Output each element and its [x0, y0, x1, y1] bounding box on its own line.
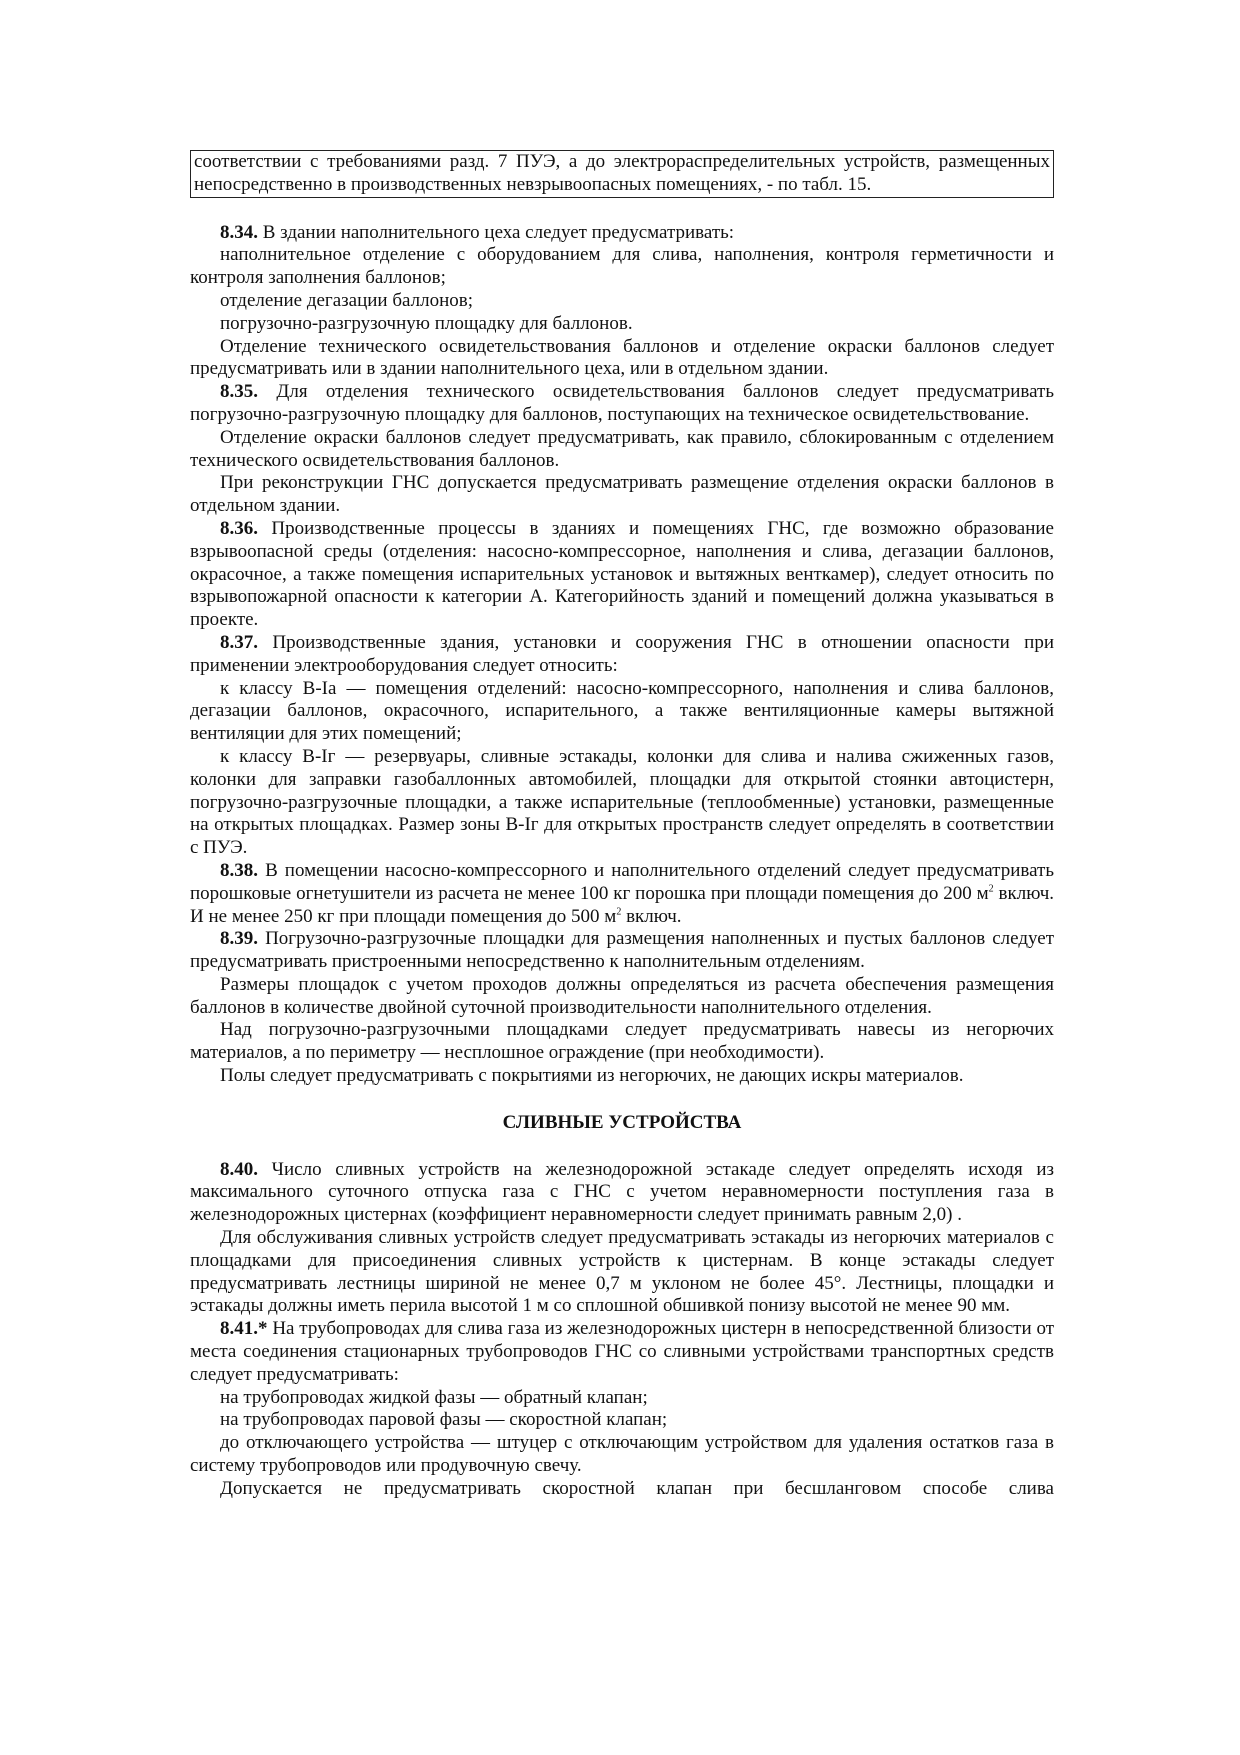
paragraph-8-40: 8.40. Число сливных устройств на железнодорожной эстакаде следует определять исходя из максимального суточного отпуска газа с ГНС с учетом неравномерности поступления газа в железнодорожных цистернах (коэффициент неравномерности следует принимать равным 2,0) .: [190, 1158, 1055, 1226]
clause-number: 8.39.: [220, 928, 258, 950]
clause-number: 8.36.: [220, 517, 258, 539]
list-item: наполнительное отделение с оборудованием для слива, наполнения, контроля герметичности и контроля заполнения баллонов;: [190, 244, 1054, 289]
paragraph: Отделение технического освидетельствования баллонов и отделение окраски баллонов следует предусматривать или в здании наполнительного цеха, или в отдельном здании.: [190, 335, 1054, 380]
paragraph-8-38: 8.38. В помещении насосно-компрессорного и наполнительного отделений следует предусматривать порошковые огнетушители из расчета не менее 100 кг порошка при площади помещения до 200 $м^2$ включ. И не менее 250 кг при площади помещения до 500 $м^2$ включ.: [190, 859, 1055, 927]
clause-number: 8.41.*: [220, 1318, 268, 1340]
paragraph-8-39: 8.39. Погрузочно-разгрузочные площадки для размещения наполненных и пустых баллонов следует предусматривать пристроенными непосредственно к наполнительным отделениям.: [190, 928, 1054, 973]
paragraph: Допускается не предусматривать скоростной клапан при бесшланговом способе слива: [220, 1477, 1054, 1499]
paragraph: Над погрузочно-разгрузочными площадками следует предусматривать навесы из негорючих материалов, а по периметру — несплошное ограждение (при необходимости).: [190, 1019, 1054, 1064]
paragraph: При реконструкции ГНС допускается предусматривать размещение отделения окраски баллонов в отдельном здании.: [190, 472, 1054, 517]
clause-number: 8.37.: [220, 631, 258, 653]
clause-number: 8.34.: [220, 221, 258, 243]
paragraph-8-37: 8.37. Производственные здания, установки и сооружения ГНС в отношении опасности при применении электрооборудования следует относить:: [190, 631, 1054, 676]
clause-number: 8.35.: [220, 381, 258, 403]
list-item: до отключающего устройства — штуцер с отключающим устройством для удаления остатков газа в систему трубопроводов или продувочную свечу.: [190, 1432, 1054, 1477]
paragraph: Полы следует предусматривать с покрытиями из негорючих, не дающих искры материалов.: [220, 1065, 964, 1087]
list-item: к классу В-Iг — резервуары, сливные эстакады, колонки для слива и налива сжиженных газов, колонки для заправки газобаллонных автомобилей, площадки для открытой стоянки автоцистерн, погрузочно-разгрузочные площадки, а также испарительные (теплообменные) установки, размещенные на открытых площадках. Размер зоны В-Iг для открытых пространств следует определять в соответствии с ПУЭ.: [190, 745, 1054, 859]
clause-number: 8.38.: [220, 859, 258, 881]
list-item: к классу В-Iа — помещения отделений: насосно-компрессорного, наполнения и слива баллонов, дегазации баллонов, окрасочного, испарительного, а также вентиляционные камеры вытяжной вентиляции для этих помещений;: [190, 677, 1054, 745]
paragraph: Для обслуживания сливных устройств следует предусматривать эстакады из негорючих материалов с площадками для присоединения сливных устройств к цистернам. В конце эстакады следует предусматривать лестницы шириной не менее 0,7 м уклоном не более 45°. Лестницы, площадки и эстакады должны иметь перила высотой 1 м со сплошной обшивкой понизу высотой не менее 90 мм.: [190, 1227, 1054, 1317]
clause-number: 8.40.: [220, 1158, 258, 1180]
paragraph: Размеры площадок с учетом проходов должны определяться из расчета обеспечения размещения баллонов в количестве двойной суточной производительности наполнительного отделения.: [190, 973, 1054, 1018]
document-page: [190, 150, 1054, 1501]
list-item: отделение дегазации баллонов;: [220, 289, 474, 311]
list-item: погрузочно-разгрузочную площадку для баллонов.: [220, 312, 633, 334]
paragraph-8-34: 8.34. В здании наполнительного цеха следует предусматривать:: [220, 221, 735, 243]
paragraph-8-35: 8.35. Для отделения технического освидетельствования баллонов следует предусматривать погрузочно-разгрузочную площадку для баллонов, поступающих на техническое освидетельствование.: [190, 381, 1055, 425]
list-item: на трубопроводах паровой фазы — скоростной клапан;: [220, 1409, 668, 1431]
paragraph-8-36: 8.36. Производственные процессы в зданиях и помещениях ГНС, где возможно образование взрывоопасной среды (отделения: насосно-компрессорное, наполнения и слива, дегазации баллонов, окрасочное, а также помещения испарительных установок и вытяжных венткамер), следует относить по взрывопожарной опасности к категории А. Категорийность зданий и помещений должна указываться в проекте.: [190, 517, 1054, 631]
paragraph: Отделение окраски баллонов следует предусматривать, как правило, сблокированным с отделением технического освидетельствования баллонов.: [190, 426, 1054, 471]
boxed-note: соответствии с требованиями разд. 7 ПУЭ, а до электрораспределительных устройств, размещенных непосредственно в производственных невзрывоопасных помещениях, - по табл. 15.: [190, 150, 1054, 198]
section-heading: СЛИВНЫЕ УСТРОЙСТВА: [502, 1111, 742, 1133]
paragraph-8-41: 8.41.* На трубопроводах для слива газа из железнодорожных цистерн в непосредственной близости от места соединения стационарных трубопроводов ГНС со сливными устройствами транспортных средств следует предусматривать:: [190, 1318, 1054, 1385]
list-item: на трубопроводах жидкой фазы — обратный клапан;: [220, 1386, 648, 1408]
